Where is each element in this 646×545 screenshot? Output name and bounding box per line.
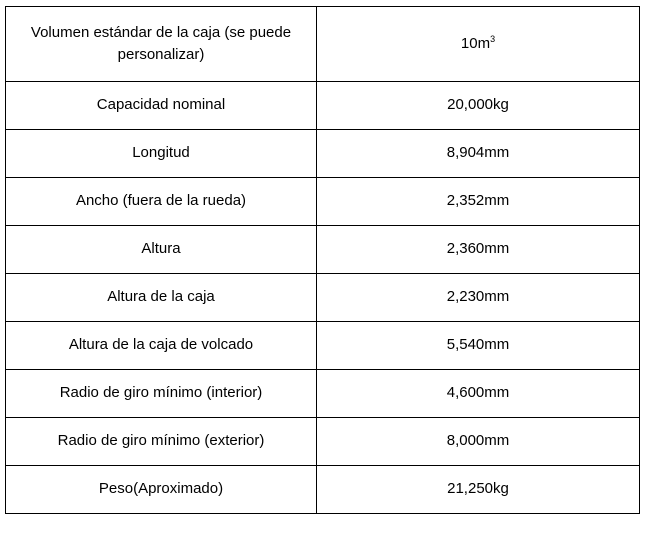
- table-row: [6, 418, 640, 466]
- table-row: [6, 7, 640, 82]
- spec-value-cell: 8,000mm: [317, 418, 640, 466]
- spec-label-cell: Capacidad nominal: [6, 82, 317, 130]
- table-row: [6, 178, 640, 226]
- spec-value-cell: 2,360mm: [317, 226, 640, 274]
- table-row: [6, 226, 640, 274]
- spec-value-cell: 20,000kg: [317, 82, 640, 130]
- table-row: [6, 322, 640, 370]
- table-row: [6, 82, 640, 130]
- spec-value-cell: 21,250kg: [317, 466, 640, 514]
- table-row: [6, 466, 640, 514]
- spec-label-cell: Peso(Aproximado): [6, 466, 317, 514]
- spec-value-text: 10m: [460, 34, 491, 52]
- spec-label-cell: Radio de giro mínimo (exterior): [6, 418, 317, 466]
- spec-value-superscript: 3: [490, 33, 496, 44]
- table-row: [6, 130, 640, 178]
- spec-value-cell: [317, 7, 640, 82]
- spec-value-cell: 4,600mm: [317, 370, 640, 418]
- specifications-table: [5, 6, 640, 514]
- spec-label-cell: Ancho (fuera de la rueda): [6, 178, 317, 226]
- spec-label-cell: Altura: [6, 226, 317, 274]
- table-row: [6, 274, 640, 322]
- spec-value-cell: 2,230mm: [317, 274, 640, 322]
- spec-label-cell: Radio de giro mínimo (interior): [6, 370, 317, 418]
- spec-label-cell: Altura de la caja: [6, 274, 317, 322]
- table-row: [6, 370, 640, 418]
- spec-label-cell: Volumen estándar de la caja (se puede personalizar): [6, 7, 317, 82]
- spec-value-cell: 8,904mm: [317, 130, 640, 178]
- spec-value-cell: 2,352mm: [317, 178, 640, 226]
- spec-value-cell: 5,540mm: [317, 322, 640, 370]
- spec-label-cell: Altura de la caja de volcado: [6, 322, 317, 370]
- specifications-table-body: [6, 7, 640, 514]
- spec-label-cell: Longitud: [6, 130, 317, 178]
